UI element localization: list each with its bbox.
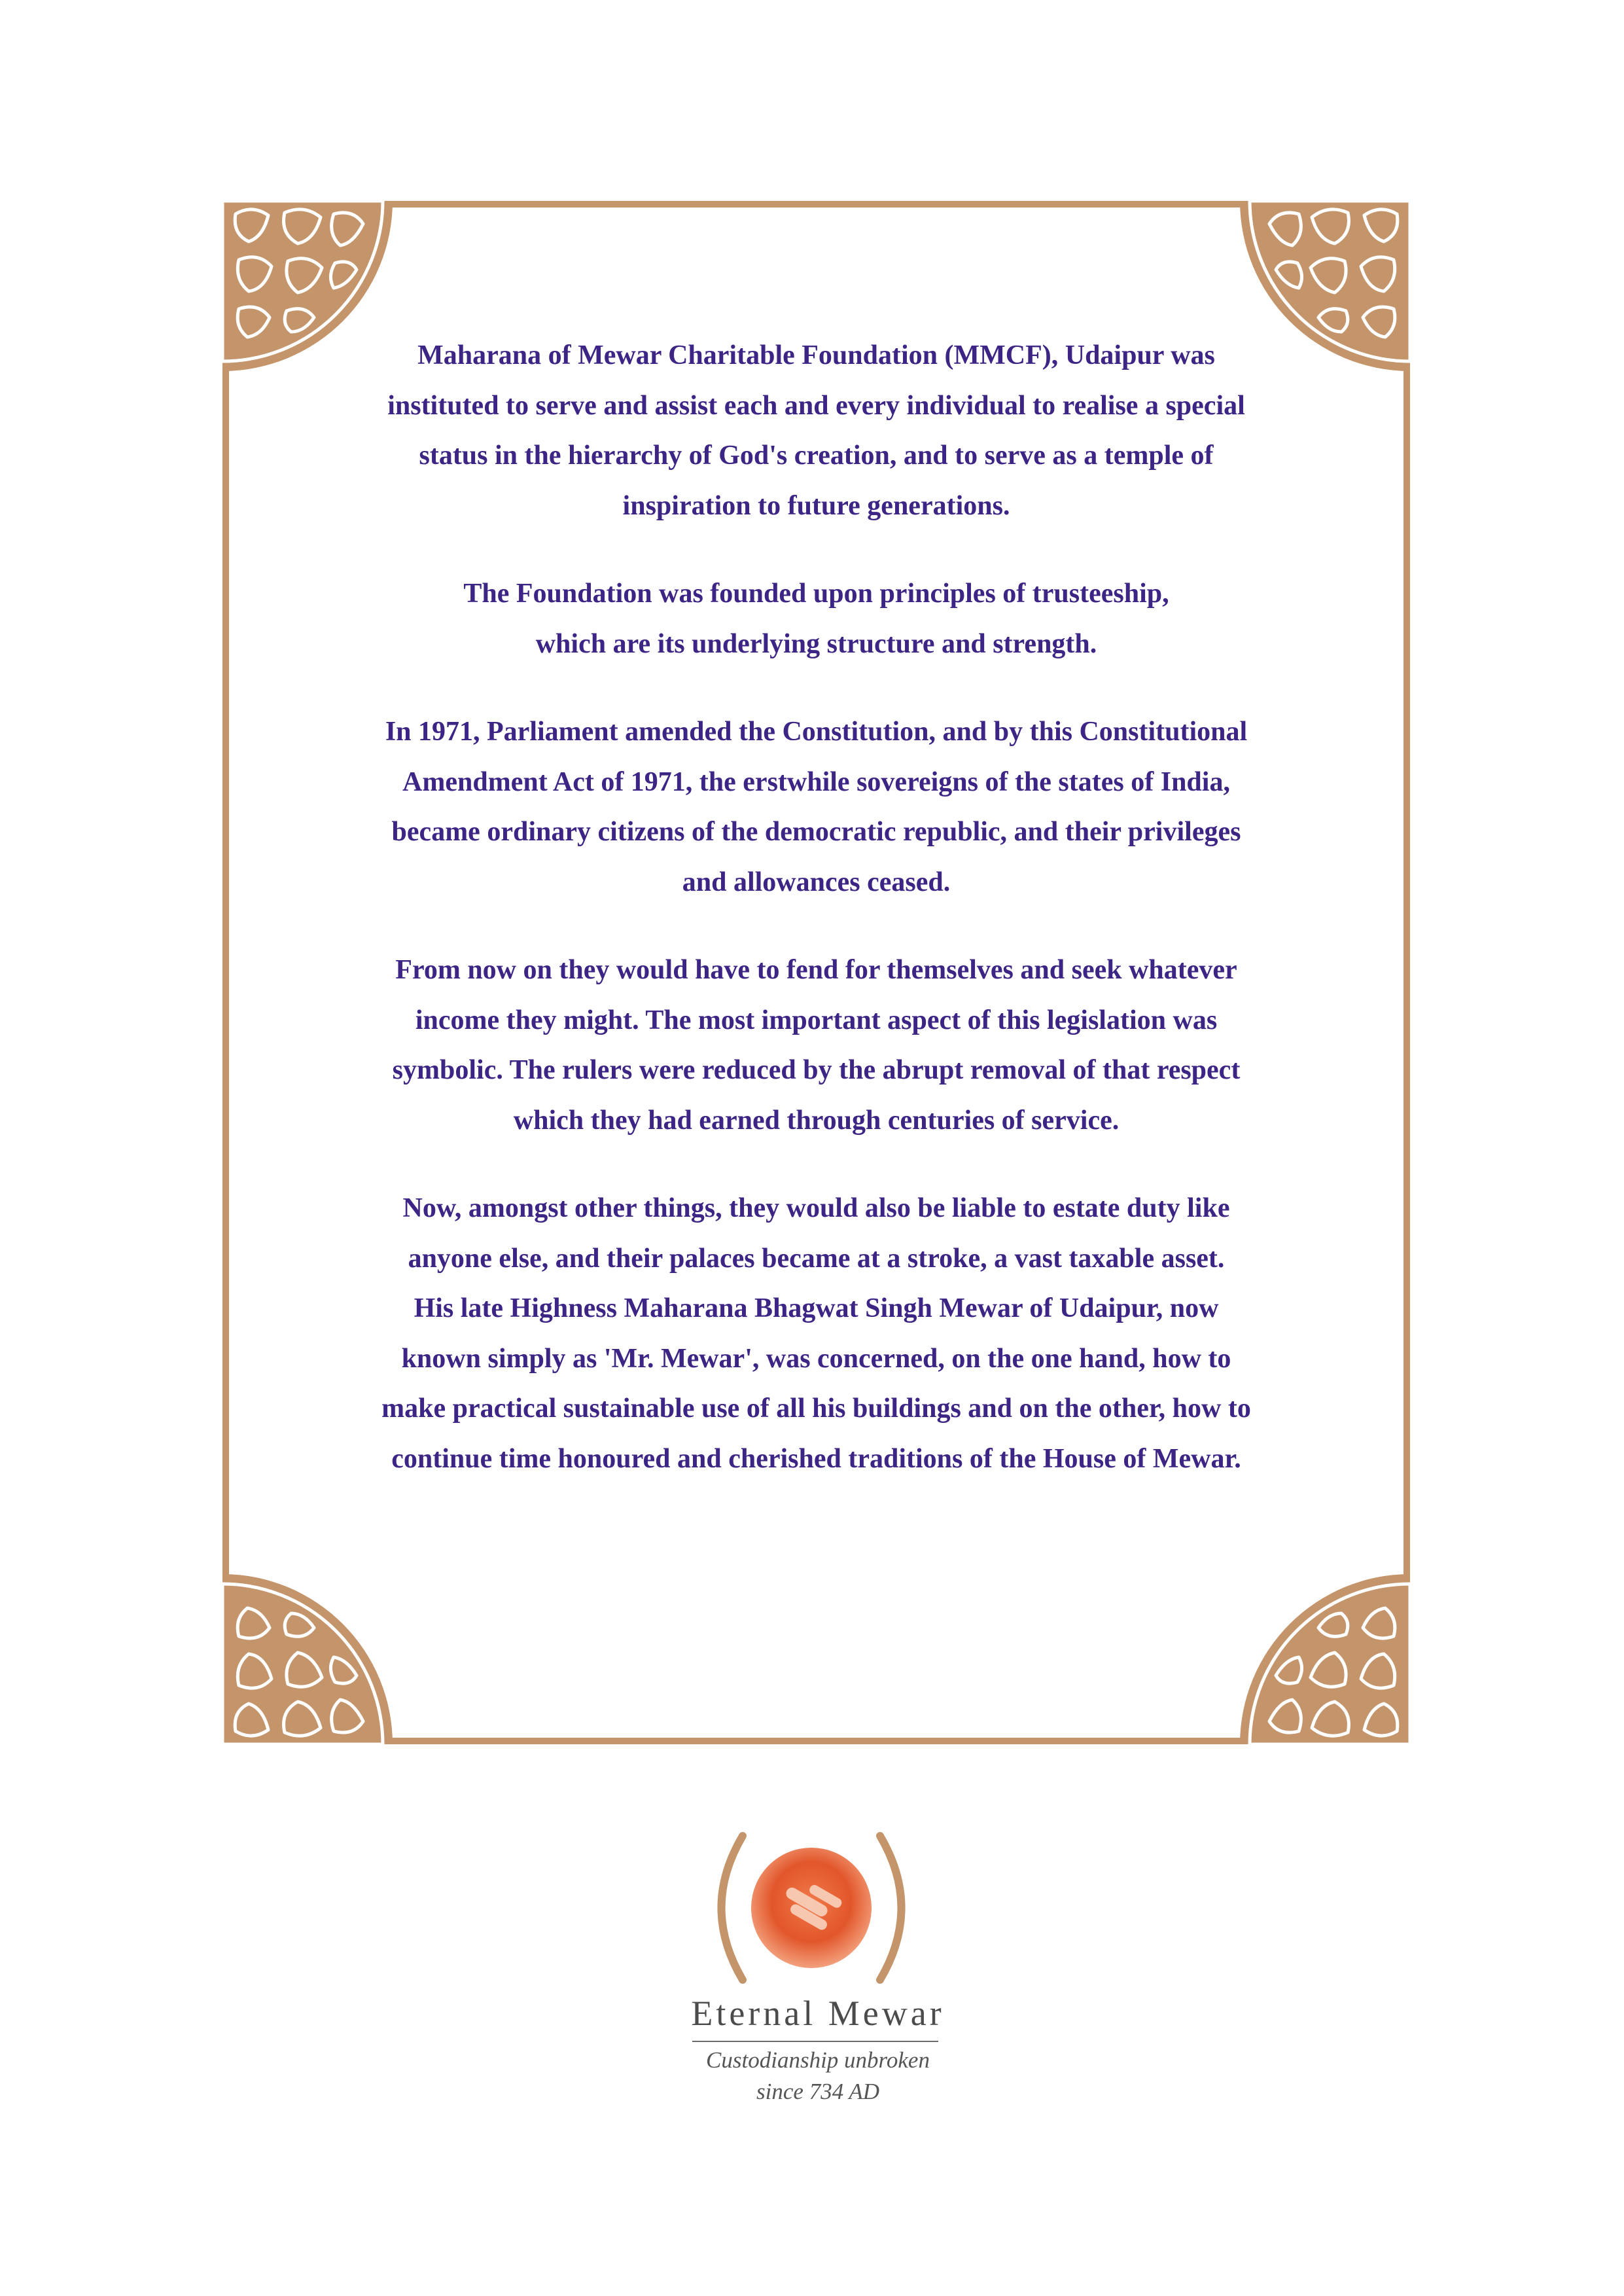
logo-tagline xyxy=(654,2045,981,2108)
text-line: make practical sustainable use of all his buildings and on the other, how to xyxy=(381,1393,1251,1424)
text-line: Amendment Act of 1971, the erstwhile sovereigns of the states of India, xyxy=(402,766,1230,797)
text-line: which are its underlying structure and strength. xyxy=(535,628,1097,659)
foundation-description xyxy=(314,331,1318,1522)
text-line: In 1971, Parliament amended the Constitution, and by this Constitutional xyxy=(385,717,1248,747)
text-line: known simply as 'Mr. Mewar', was concerned, on the one hand, how to xyxy=(401,1343,1231,1374)
paragraph-mmcf-mission xyxy=(314,331,1318,531)
text-line: symbolic. The rulers were reduced by the abrupt removal of that respect xyxy=(392,1055,1241,1085)
logo-name: Eternal Mewar xyxy=(691,1994,945,2033)
text-line: continue time honoured and cherished traditions of the House of Mewar. xyxy=(391,1443,1241,1474)
paragraph-constitutional-amendment xyxy=(314,707,1318,907)
text-line: inspiration to future generations. xyxy=(622,490,1010,521)
tagline-line: since 734 AD xyxy=(756,2079,879,2104)
text-line: instituted to serve and assist each and every individual to realise a special xyxy=(387,390,1245,421)
text-line: became ordinary citizens of the democratic republic, and their privileges xyxy=(391,817,1241,847)
paragraph-fend-for-themselves xyxy=(314,945,1318,1145)
text-line: which they had earned through centuries of service. xyxy=(513,1105,1120,1136)
text-line: Maharana of Mewar Charitable Foundation (MMCF), Udaipur was xyxy=(417,340,1215,370)
logo-divider xyxy=(692,2041,938,2042)
text-line: The Foundation was founded upon principles of trusteeship, xyxy=(463,579,1169,609)
right-bracket-icon xyxy=(880,1836,902,1980)
text-line: anyone else, and their palaces became at a stroke, a vast taxable asset. xyxy=(408,1243,1225,1274)
text-line: Now, amongst other things, they would also be liable to estate duty like xyxy=(402,1193,1230,1223)
tagline-line: Custodianship unbroken xyxy=(706,2047,930,2073)
left-bracket-icon xyxy=(722,1836,743,1980)
text-line: His late Highness Maharana Bhagwat Singh Mewar of Udaipur, now xyxy=(414,1293,1219,1323)
text-line: and allowances ceased. xyxy=(682,867,951,897)
paragraph-trusteeship xyxy=(314,569,1318,669)
text-line: From now on they would have to fend for themselves and seek whatever xyxy=(395,955,1237,985)
corner-ornament-bottom-left xyxy=(222,1574,393,1744)
corner-ornament-bottom-right xyxy=(1240,1574,1410,1744)
text-line: status in the hierarchy of God's creation, and to serve as a temple of xyxy=(419,440,1214,471)
text-line: income they might. The most important aspect of this legislation was xyxy=(415,1005,1218,1035)
eternal-mewar-logo xyxy=(680,1829,942,1986)
paragraph-estate-duty xyxy=(314,1183,1318,1484)
